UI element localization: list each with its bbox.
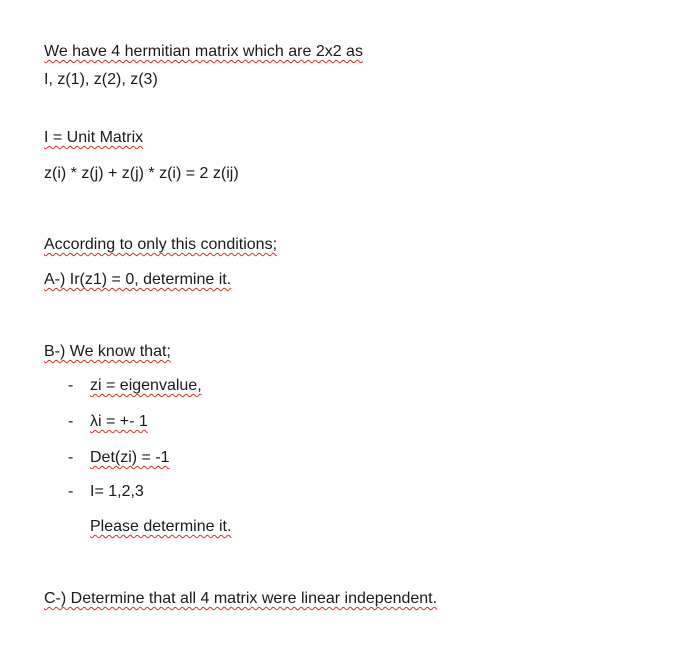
unit-matrix-text: I = Unit Matrix bbox=[44, 129, 144, 146]
bullet-dash: - bbox=[68, 449, 74, 466]
part-a-text: A-) Ir(z1) = 0, determine it. bbox=[44, 271, 232, 288]
bullet-text: Det(zi) = -1 bbox=[90, 449, 170, 466]
part-b-heading-text: B-) We know that; bbox=[44, 343, 171, 360]
intro-line-2 bbox=[44, 70, 158, 90]
part-b-heading bbox=[44, 342, 171, 362]
part-b-bullet-2 bbox=[68, 412, 148, 432]
matrix-list: I, z(1), z(2), z(3) bbox=[44, 71, 158, 88]
part-c-text: C-) Determine that all 4 matrix were linear independent. bbox=[44, 590, 438, 607]
unit-matrix-definition bbox=[44, 128, 143, 148]
part-b-bullet-3 bbox=[68, 448, 170, 468]
anticommutation-relation bbox=[44, 164, 239, 184]
bullet-dash: - bbox=[68, 413, 74, 430]
bullet-dash: - bbox=[68, 483, 74, 500]
bullet-text: λi = +- 1 bbox=[90, 413, 148, 430]
bullet-text: zi = eigenvalue, bbox=[90, 377, 202, 394]
part-a bbox=[44, 270, 231, 290]
part-b-bullet-4 bbox=[68, 482, 144, 502]
relation-text: z(i) * z(j) + z(j) * z(i) = 2 z(ij) bbox=[44, 165, 239, 182]
bullet-text: I= 1,2,3 bbox=[90, 483, 144, 500]
part-b-closing bbox=[90, 517, 231, 537]
conditions-text: According to only this conditions; bbox=[44, 236, 278, 253]
part-b-closing-text: Please determine it. bbox=[90, 518, 232, 535]
part-c bbox=[44, 589, 437, 609]
intro-text: We have 4 hermitian matrix which are 2x2 as bbox=[44, 43, 363, 60]
bullet-dash: - bbox=[68, 377, 74, 394]
intro-line-1 bbox=[44, 42, 363, 62]
part-b-bullet-1 bbox=[68, 376, 202, 396]
conditions-heading bbox=[44, 235, 277, 255]
